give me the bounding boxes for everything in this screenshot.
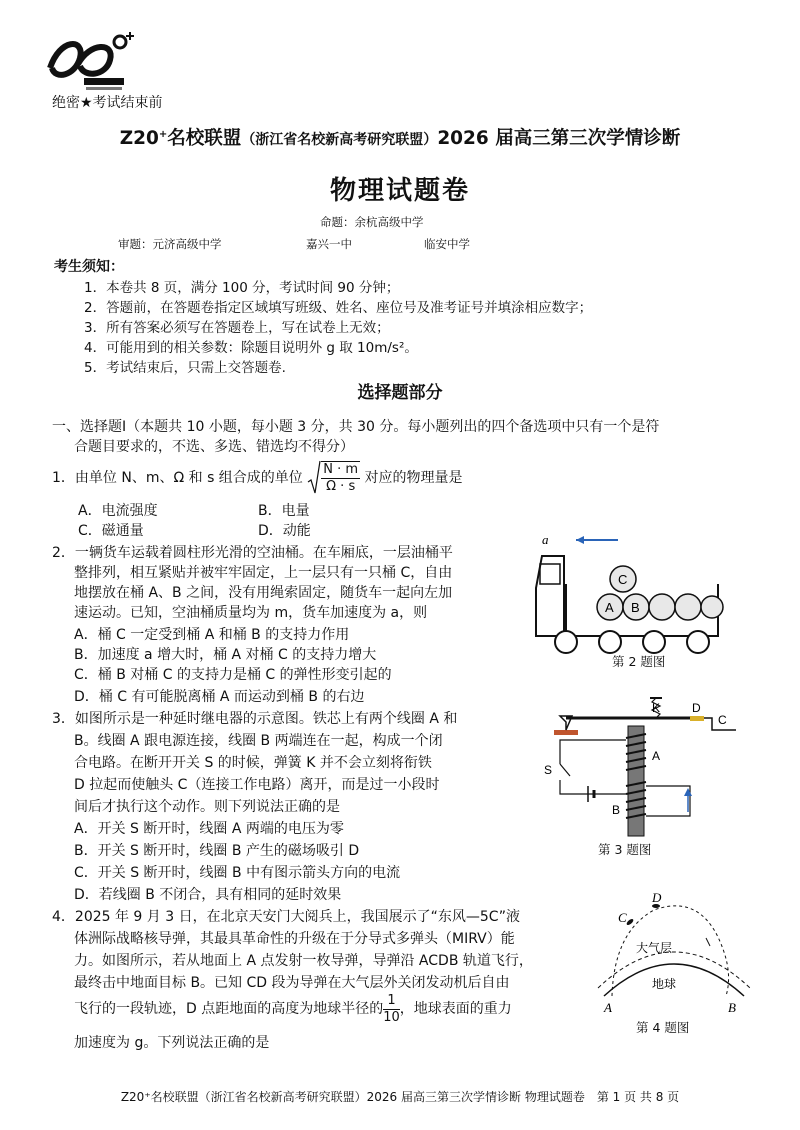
q3-stem: 合电路。在断开开关 S 的时候，弹簧 K 并不会立刻将衔铁 [74, 755, 432, 771]
svg-text:K: K [652, 701, 661, 715]
q4-stem-fraction-line: 飞行的一段轨迹，D 点距地面的高度为地球半径的 $\frac{1}{10}$ ，地球表面的重力 [74, 992, 512, 1025]
q3-option-b: B．开关 S 断开时，线圈 B 产生的磁场吸引 D [74, 843, 360, 859]
wheel [599, 631, 621, 653]
missile-at-c [626, 918, 635, 926]
q3-stem: D 拉起而使触头 C（连接工作电路）离开，而是过一小段时 [74, 777, 440, 793]
svg-text:C: C [618, 910, 627, 925]
spring-base [554, 730, 578, 735]
svg-text:D: D [652, 892, 662, 905]
reviewer-2: 嘉兴一中 [306, 237, 352, 251]
arrow-marker [706, 938, 710, 946]
svg-text:A: A [652, 749, 661, 763]
barrel [675, 594, 701, 620]
paper-title: 物理试题卷 [329, 176, 470, 206]
reviewer-line: 审题：元济高级中学 [118, 237, 222, 251]
exam-title: Z20+名校联盟（浙江省名校新高考研究联盟）2026 届高三第三次学情诊断 [119, 128, 681, 149]
q2-stem: 2．一辆货车运载着圆柱形光滑的空油桶。在车厢底，一层油桶平 [52, 545, 453, 561]
note-item: 4．可能用到的相关参数：除题目说明外 g 取 10m/s²。 [84, 340, 418, 356]
q1-option-c: C．磁通量 [78, 523, 144, 539]
svg-text:S: S [544, 763, 553, 777]
truck-figure [530, 528, 730, 668]
sqrt-expression: $\frac{N \cdot m}{\Omega \cdot s}$ [307, 460, 360, 496]
contact-c [690, 716, 704, 721]
missile-figure [594, 892, 754, 1016]
q3-option-d: D．若线圈 B 不闭合，具有相同的延时效果 [74, 887, 342, 903]
part1-instruction-cont: 合题目要求的，不选、多选、错选均不得分） [74, 439, 354, 455]
q3-option-c: C．开关 S 断开时，线圈 B 中有图示箭头方向的电流 [74, 865, 401, 881]
note-item: 3．所有答案必须写在答题卷上，写在试卷上无效； [84, 320, 390, 336]
svg-text:C: C [718, 713, 727, 727]
q3-stem: 间后才执行这个动作。则下列说法正确的是 [74, 799, 340, 815]
barrel [701, 596, 723, 618]
svg-text:大气层: 大气层 [636, 941, 673, 955]
note-item: 1．本卷共 8 页，满分 100 分，考试时间 90 分钟； [84, 280, 400, 296]
q1-stem: 1．由单位 N、m、Ω 和 s 组合成的单位 $\frac{N \cdot m}{\Omega \cdot s}$ 对应的物理量是 [52, 462, 463, 494]
confidential-mark: 绝密★考试结束前 [52, 95, 163, 111]
part1-instruction: 一、选择题Ⅰ（本题共 10 小题，每小题 3 分，共 30 分。每小题列出的四个备选项中只有一个是符 [52, 419, 660, 435]
svg-text:B: B [631, 600, 640, 615]
q4-stem: 加速度为 g。下列说法正确的是 [74, 1035, 270, 1051]
relay-figure [540, 690, 740, 840]
reviewer-3: 临安中学 [424, 237, 470, 251]
wheel [643, 631, 665, 653]
q4-stem: 4．2025 年 9 月 3 日，在北京天安门大阅兵上，我国展示了“东风—5C”液 [52, 909, 521, 925]
svg-text:B: B [728, 1000, 736, 1015]
svg-text:地球: 地球 [652, 977, 677, 991]
section-title: 选择题部分 [357, 383, 443, 403]
wheel [555, 631, 577, 653]
q3-caption: 第 3 题图 [598, 842, 652, 857]
q2-stem: 速运动。已知，空油桶质量均为 m，货车加速度为 a，则 [74, 605, 428, 621]
switch-s [560, 764, 570, 776]
q1-option-a: A．电流强度 [78, 503, 158, 519]
q2-stem: 整排列，相互紧贴并被牢牢固定，上一层只有一只桶 C，自由 [74, 565, 453, 581]
q2-option-d: D．桶 C 有可能脱离桶 A 而运动到桶 B 的右边 [74, 689, 365, 705]
cab-window [540, 564, 560, 584]
q4-stem: 体洲际战略核导弹，其最具革命性的升级在于分导式多弹头（MIRV）能 [74, 931, 515, 947]
q3-stem: B。线圈 A 跟电源连接，线圈 B 两端连在一起，构成一个闭 [74, 733, 443, 749]
svg-text:C: C [618, 572, 628, 587]
q2-caption: 第 2 题图 [612, 654, 666, 669]
barrel [649, 594, 675, 620]
setter-line: 命题：余杭高级中学 [320, 215, 424, 229]
notes-heading: 考生须知： [54, 259, 124, 275]
q2-option-b: B．加速度 a 增大时，桶 A 对桶 C 的支持力增大 [74, 647, 377, 663]
q2-option-c: C．桶 B 对桶 C 的支持力是桶 C 的弹性形变引起的 [74, 667, 392, 683]
q4-stem: 最终击中地面目标 B。已知 CD 段为导弹在大气层外关闭发动机后自由 [74, 975, 510, 991]
q4-stem: 力。如图所示，若从地面上 A 点发射一枚导弹，导弹沿 ACDB 轨道飞行， [74, 953, 533, 969]
note-item: 2．答题前，在答题卷指定区域填写班级、姓名、座位号及准考证号并填涂相应数字； [84, 300, 593, 316]
q2-option-a: A．桶 C 一定受到桶 A 和桶 B 的支持力作用 [74, 627, 350, 643]
q1-option-b: B．电量 [258, 503, 310, 519]
svg-text:B: B [612, 803, 621, 817]
accel-label: a [542, 532, 549, 547]
svg-text:D: D [692, 701, 701, 715]
q2-stem: 地摆放在桶 A、B 之间，没有用绳索固定，随货车一起向左加 [74, 585, 453, 601]
q4-caption: 第 4 题图 [636, 1020, 690, 1035]
q1-option-d: D．动能 [258, 523, 311, 539]
q3-stem: 3．如图所示是一种延时继电器的示意图。铁芯上有两个线圈 A 和 [52, 711, 458, 727]
alliance-logo [40, 28, 140, 96]
note-item: 5．考试结束后，只需上交答题卷. [84, 360, 286, 376]
radical-sign [307, 460, 321, 496]
page-footer: Z20⁺名校联盟（浙江省名校新高考研究联盟）2026 届高三第三次学情诊断 物理试题卷 第 1 页 共 8 页 [120, 1090, 680, 1104]
svg-text:A: A [605, 600, 614, 615]
svg-text:A: A [604, 1000, 612, 1015]
accel-arrow [576, 536, 618, 544]
q3-option-a: A．开关 S 断开时，线圈 A 两端的电压为零 [74, 821, 344, 837]
wheel [687, 631, 709, 653]
